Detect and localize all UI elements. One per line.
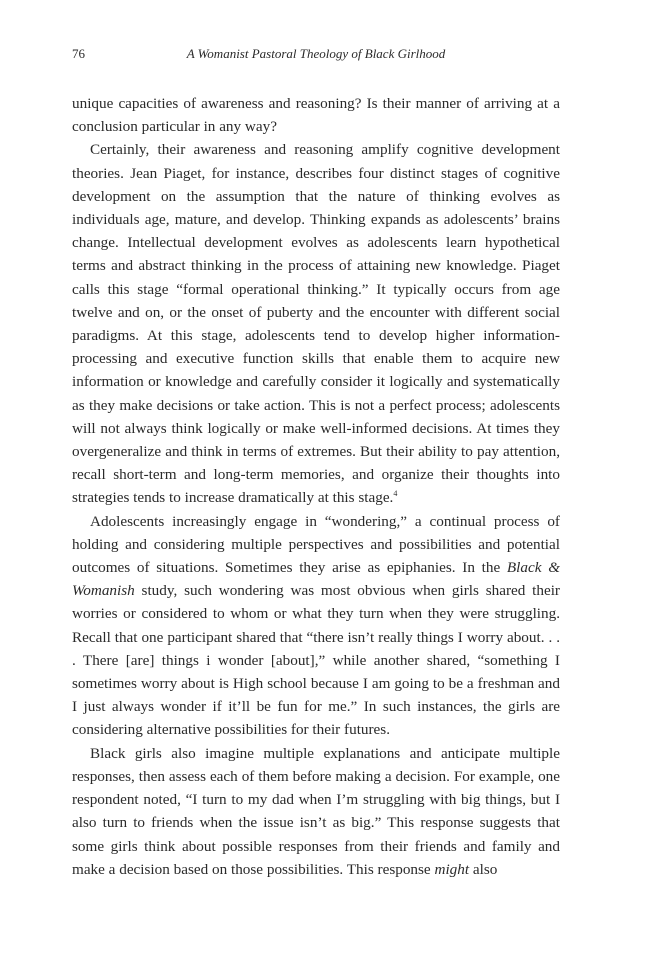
paragraph-1: unique capacities of awareness and reasoning? Is their manner of arriving at a conclusion particular in any way? (72, 95, 560, 136)
paragraph-4 (72, 742, 560, 881)
page-number: 76 (72, 46, 85, 61)
paragraph-3-text-a: Adolescents increasingly engage in “wondering,” a continual process of holding and considering multiple perspectives and possibilities and potential outcomes of situations. Sometimes they arise as epiphanies. In the (72, 512, 560, 577)
page-header (72, 46, 560, 66)
paragraph-3-text-b: study, such wondering was most obvious when girls shared their worries or considered to whom or what they turn when they were struggling. Recall that one participant shared that “there isn’t really things I worry about. . . . There [are] things i wonder [about],” while another shared, “something I sometimes worry about is High school because I am going to be a freshman and I just always wonder if it’ll be fun for me.” In such instances, the girls are considering alternative possibilities for their futures. (72, 582, 560, 739)
paragraph-3 (72, 510, 560, 742)
paragraph-4-text-a: Black girls also imagine multiple explanations and anticipate multiple responses, then assess each of them before making a decision. For example, one respondent noted, “I turn to my dad when I’m struggling with big things, but I also turn to friends when the issue isn’t as big.” This response suggests that some girls think about possible responses from their friends and family and make a decision based on those possibilities. This response (72, 744, 560, 878)
study-title-italic: Black & Womanish (72, 559, 561, 600)
footnote-marker: 4 (393, 489, 398, 499)
paragraph-2 (72, 138, 560, 509)
running-title: A Womanist Pastoral Theology of Black Girlhood (186, 46, 446, 61)
paragraph-4-text-b: also (469, 860, 498, 878)
paragraph-2-text: Certainly, their awareness and reasoning amplify cognitive development theories. Jean Piaget, for instance, describes four distinct stages of cognitive development on the assumption that the nature of thinking evolves as individuals age, mature, and develop. Thinking expands as adolescents’ brains change. Intellectual development evolves as adolescents learn hypothetical terms and abstract thinking in the process of attaining new knowledge. Piaget calls this stage “formal operational thinking.” It typically occurs from age twelve and on, or the onset of puberty and the encounter with different social paradigms. At this stage, adolescents tend to develop higher information-processing and executive function skills that enable them to acquire new information or knowledge and carefully consider it logically and systematically as they make decisions or take action. This is not a perfect process; adolescents will not always think logically or make well-informed decisions. At times they overgeneralize and think in terms of extremes. But their ability to pay attention, recall short-term and long-term memories, and organize their thoughts into strategies tends to increase dramatically at this stage. (72, 141, 560, 507)
emphasis-italic: might (434, 860, 470, 878)
body-text (72, 92, 560, 881)
